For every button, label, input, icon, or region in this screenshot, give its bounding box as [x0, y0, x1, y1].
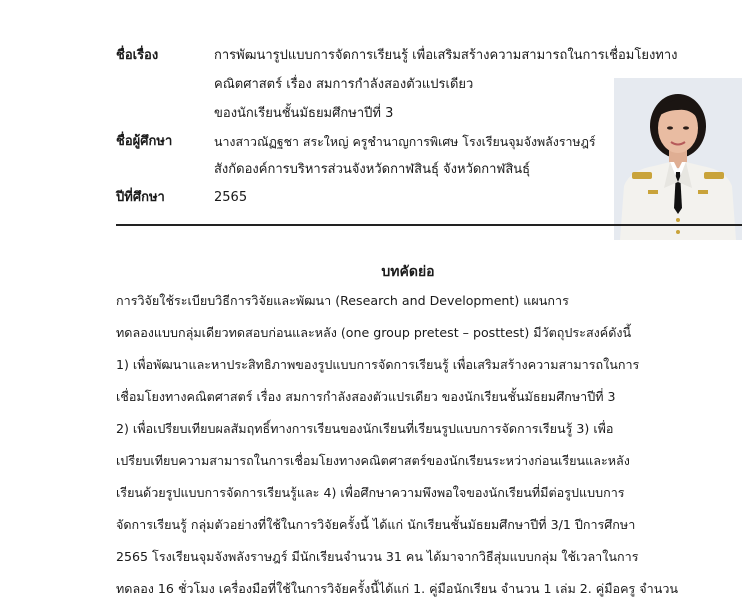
researcher-label: ชื่อผู้ศึกษา	[116, 134, 173, 149]
abstract-line-5: 2) เพื่อเปรียบเทียบผลสัมฤทธิ์ทางการเรียนของนักเรียนที่เรียนรูปแบบการจัดการเรียนรู้ 3) เพื่อ	[116, 421, 614, 436]
title-line-3: ของนักเรียนชั้นมัธยมศึกษาปีที่ 3	[214, 106, 394, 121]
abstract-line-4: เชื่อมโยงทางคณิตศาสตร์ เรื่อง สมการกำลังสองตัวแปรเดียว ของนักเรียนชั้นมัธยมศึกษาปีที่ 3	[116, 389, 616, 404]
portrait-illustration	[614, 78, 742, 240]
abstract-line-7: เรียนด้วยรูปแบบการจัดการเรียนรู้และ 4) เพื่อศึกษาความพึงพอใจของนักเรียนที่มีต่อรูปแบบการ	[116, 485, 625, 500]
abstract-line-3: 1) เพื่อพัฒนาและหาประสิทธิภาพของรูปแบบการจัดการเรียนรู้ เพื่อเสริมสร้างความสามารถในการ	[116, 357, 640, 372]
researcher-line-2: สังกัดองค์การบริหารส่วนจังหวัดกาฬสินธุ์ จังหวัดกาฬสินธุ์	[214, 162, 531, 177]
abstract-line-9: 2565 โรงเรียนจุมจังพลังราษฎร์ มีนักเรียนจำนวน 31 คน ได้มาจากวิธีสุ่มแบบกลุ่ม ใช้เวลาในการ	[116, 549, 639, 564]
year-label: ปีที่ศึกษา	[116, 190, 165, 205]
abstract-line-2: ทดลองแบบกลุ่มเดียวทดสอบก่อนและหลัง (one group pretest – posttest) มีวัตถุประสงค์ดังนี้	[116, 325, 632, 340]
researcher-portrait-photo	[614, 78, 742, 240]
year-value: 2565	[214, 190, 248, 205]
abstract-line-6: เปรียบเทียบความสามารถในการเชื่อมโยงทางคณิตศาสตร์ของนักเรียนระหว่างก่อนเรียนและหลัง	[116, 453, 630, 468]
title-label: ชื่อเรื่อง	[116, 48, 159, 63]
abstract-line-8: จัดการเรียนรู้ กลุ่มตัวอย่างที่ใช้ในการวิจัยครั้งนี้ ได้แก่ นักเรียนชั้นมัธยมศึกษาปีที่ 3/1 ปีการศึกษา	[116, 517, 636, 532]
abstract-line-10: ทดลอง 16 ชั่วโมง เครื่องมือที่ใช้ในการวิจัยครั้งนี้ได้แก่ 1. คู่มือนักเรียน จำนวน 1 เล่ม 2. คู่มือครู จำนวน	[116, 581, 679, 596]
abstract-heading: บทคัดย่อ	[381, 264, 435, 280]
header-divider	[116, 224, 742, 226]
title-line-1: การพัฒนารูปแบบการจัดการเรียนรู้ เพื่อเสริมสร้างความสามารถในการเชื่อมโยงทาง	[214, 48, 678, 63]
abstract-line-1: การวิจัยใช้ระเบียบวิธีการวิจัยและพัฒนา (Research and Development) แผนการ	[116, 293, 569, 308]
title-line-2: คณิตศาสตร์ เรื่อง สมการกำลังสองตัวแปรเดียว	[214, 77, 474, 92]
researcher-line-1: นางสาวณัฏฐชา สระใหญ่ ครูชำนาญการพิเศษ โรงเรียนจุมจังพลังราษฎร์	[214, 134, 596, 149]
